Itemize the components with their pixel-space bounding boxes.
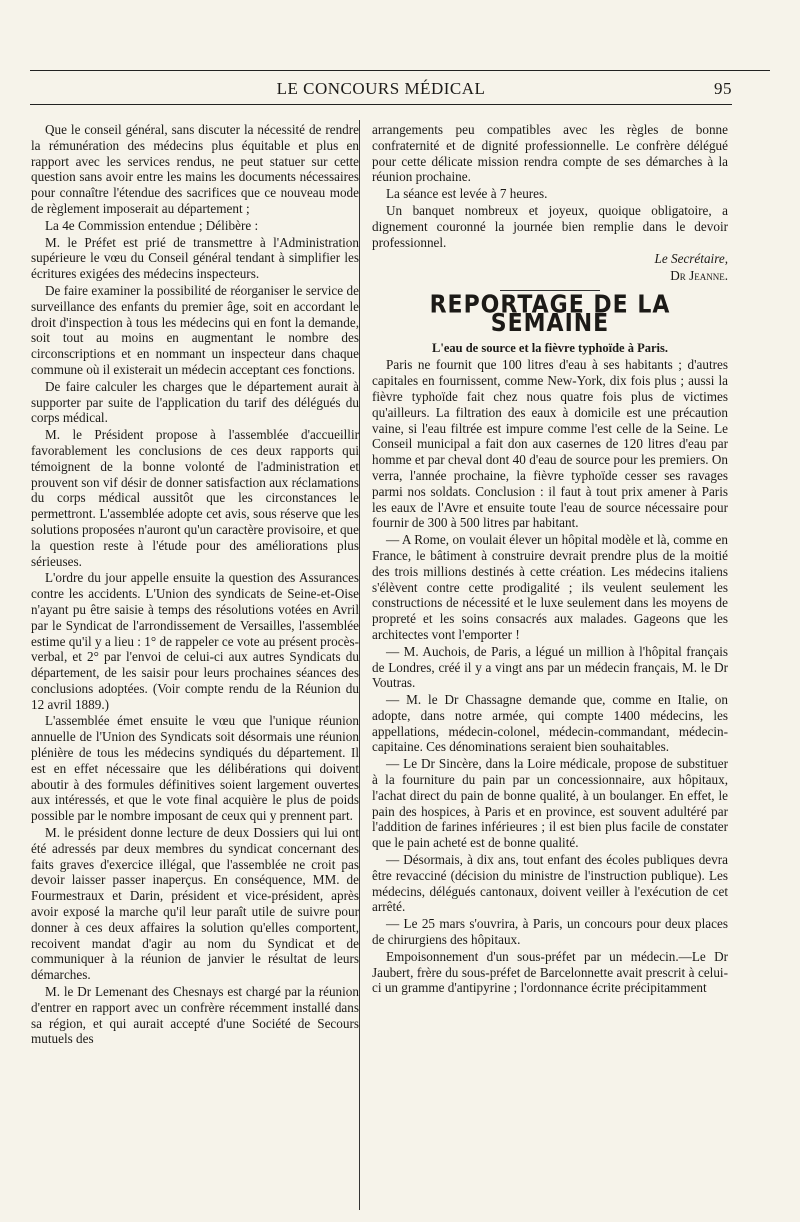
- signature-role: Le Secrétaire,: [654, 251, 728, 267]
- section-title: REPORTAGE DE LA SEMAINE: [429, 290, 671, 338]
- paragraph: M. le président donne lecture de deux Dossiers qui lui ont été adressés par deux membres du syndicat concernant des faits graves d'exercice illégal, que l'assemblée ne croit pas devoir laisser passer inaperçus. En conséquence, MM. de Fourmestraux et Darin, président et vice-président, après avoir exposé la marche qu'il leur paraît utile de suivre pour donner à ces deux affaires la solution qu'elles comportent, recoivent mandat d'agir au nom du Syndicat et de communiquer à la réunion de janvier le résultat de leurs démarches.: [31, 825, 359, 983]
- paragraph: La séance est levée à 7 heures.: [386, 186, 548, 202]
- paragraph: — M. Auchois, de Paris, a légué un million à l'hôpital français de Londres, créé il y a vingt ans par un médecin français, M. le Dr Voutras.: [372, 643, 728, 691]
- paragraph: De faire examiner la possibilité de réorganiser le service de surveillance des enfants du premier âge, soit en accordant le droit d'inspection à tous les médecins qui en font la demande, soit tout au moins en augmentant le nombre des circonscriptions et en nommant un inspecteur dans chaque commune où il existerait un médecin acceptant ces fonctions.: [31, 282, 359, 377]
- paragraph: arrangements peu compatibles avec les règles de bonne confraternité et de dignité professionnelle. Le confrère délégué pour cette délicate mission rendra compte de ses démarches à la réunion prochaine.: [372, 122, 728, 185]
- paragraph: Un banquet nombreux et joyeux, quoique obligatoire, a dignement couronné la journée bien remplie dans le devoir professionnel.: [372, 202, 728, 250]
- top-rule: [30, 70, 770, 71]
- paragraph: — A Rome, on voulait élever un hôpital modèle et là, comme en France, le bâtiment à construire devrait prendre plus de la moitié des trois millions destinés à cette création. Les médecins italiens s'élèvent contre cette prodigalité ; ils veulent seulement les constructions de nécessité et le luxe seulement dans les moyens de propreté et les soins consacrés aux malades. Gageons que les architectes vont l'emporter !: [372, 532, 728, 642]
- paragraph: — Le Dr Sincère, dans la Loire médicale, propose de substituer à la fourniture du pain par un concessionnaire, aux hôpitaux, l'achat direct du pain de bonne qualité, à un boulanger. En effet, le pain des hospices, à Paris et en province, est souvent adultéré par l'addition de farines inférieures ; il est bien plus facile de constater que le pain acheté est de bonne qualité.: [372, 756, 728, 851]
- paragraph: La 4e Commission entendue ; Délibère :: [45, 217, 259, 233]
- signature-name: Dr Jeanne.: [670, 268, 728, 284]
- paragraph: M. le Président propose à l'assemblée d'accueillir favorablement les conclusions de ces deux rapports qui témoignent de la bonne volonté de l'administration et prouvent son vif désir de donner satisfaction aux réclamations du corps médical aussitôt que les circonstances le permettront. L'assemblée adopte cet avis, sous réserve que les solutions proposées n'auront qu'un caractère provisoire, et que la question reste à l'étude pour des améliorations plus sérieuses.: [31, 427, 359, 569]
- paragraph: M. le Préfet est prié de transmettre à l'Administration supérieure le vœu du Conseil général tendant à simplifier les écritures exigées des médecins inspecteurs.: [31, 234, 359, 282]
- header-rule: [30, 104, 732, 105]
- paragraph: L'assemblée émet ensuite le vœu que l'unique réunion annuelle de l'Union des Syndicats soit désormais une réunion plénière de tous les médecins syndiqués du département. Il est en effet nécessaire que les délibérations qui doivent aboutir à des formules définitives soient largement ouvertes aux intéressés, et que le vote final acquière le plus de poids possible par le nombre imposant de ceux qui y prennent part.: [31, 713, 359, 824]
- paragraph: L'ordre du jour appelle ensuite la question des Assurances contre les accidents. L'Union des syndicats de Seine-et-Oise n'ayant pu être saisie à temps des résolutions votées en Avril par le Syndicat de l'arrondissement de Versailles, l'assemblée estime qu'il y a lieu : 1° de rappeler ce vote au présent procès-verbal, et 2° par l'envoi de celui-ci aux autres Syndicats du département, de les saisir pour leurs prochaines séances des conclusions adoptées. (Voir compte rendu de la Réunion du 12 avril 1889.): [31, 570, 359, 712]
- article-subheading: L'eau de source et la fièvre typhoïde à Paris.: [432, 340, 668, 355]
- paragraph: Que le conseil général, sans discuter la nécessité de rendre la rémunération des médecins plus équitable et plus en rapport avec les services rendus, ne peut statuer sur cette question sans avoir entre les mains les documents nécessaires pour connaître l'étendue des sacrifices que ce nouveau mode de règlement imposerait au département ;: [31, 122, 359, 216]
- page-number: 95: [714, 79, 732, 98]
- paragraph: Paris ne fournit que 100 litres d'eau à ses habitants ; d'autres capitales en fournissent, comme New-York, dix fois plus ; aussi la fièvre typhoïde fait chez nous quatre fois plus de victimes qu'ailleurs. La filtration des eaux à domicile est une précaution vaine, si l'eau filtrée est impure comme l'est celle de la Seine. Le Conseil municipal a fait don aux casernes de 120 litres d'eau par homme et par cheval dont 40 d'eau de source pour les premiers. On verra, l'année prochaine, la fièvre typhoïde cesser ses ravages parmi nos soldats. Conclusion : il faut à tout prix amener à Paris les eaux de l'Avre et ensuite toute l'eau de source nécessaire pour fournir de 300 à 500 litres par habitant.: [372, 357, 728, 531]
- paragraph: — Désormais, à dix ans, tout enfant des écoles publiques devra être revacciné (décision du ministre de l'instruction publique). Les médecins, délégués cantonaux, doivent veiller à l'exécution de cet arrêté.: [372, 852, 728, 915]
- paragraph: M. le Dr Lemenant des Chesnays est chargé par la réunion d'entrer en rapport avec un confrère récemment installé dans sa région, et qui aurait accepté d'une Société de Secours mutuels des: [31, 984, 359, 1047]
- left-column: [31, 122, 359, 1048]
- paragraph: — M. le Dr Chassagne demande que, comme en Italie, on adopte, dans notre armée, qui compte 1400 médecins, les appellations, médecin-colonel, médecin-commandant, médecin-capitaine. Ces dénominations seraient bien souhaitables.: [372, 692, 728, 755]
- paragraph: Empoisonnement d'un sous-préfet par un médecin.—Le Dr Jaubert, frère du sous-préfet de Barcelonnette avait prescrit à celui-ci un gramme d'antipyrine ; l'ordonnance écrite précipitamment: [372, 948, 728, 996]
- paragraph: — Le 25 mars s'ouvrira, à Paris, un concours pour deux places de chirurgiens des hôpitaux.: [372, 916, 728, 948]
- right-column: [372, 122, 728, 997]
- journal-title: LE CONCOURS MÉDICAL: [276, 79, 486, 98]
- column-divider: [359, 120, 360, 1210]
- paragraph: De faire calculer les charges que le département aurait à supporter par suite de l'application du tarif des délégués du corps médical.: [31, 378, 359, 426]
- running-header: [30, 76, 732, 102]
